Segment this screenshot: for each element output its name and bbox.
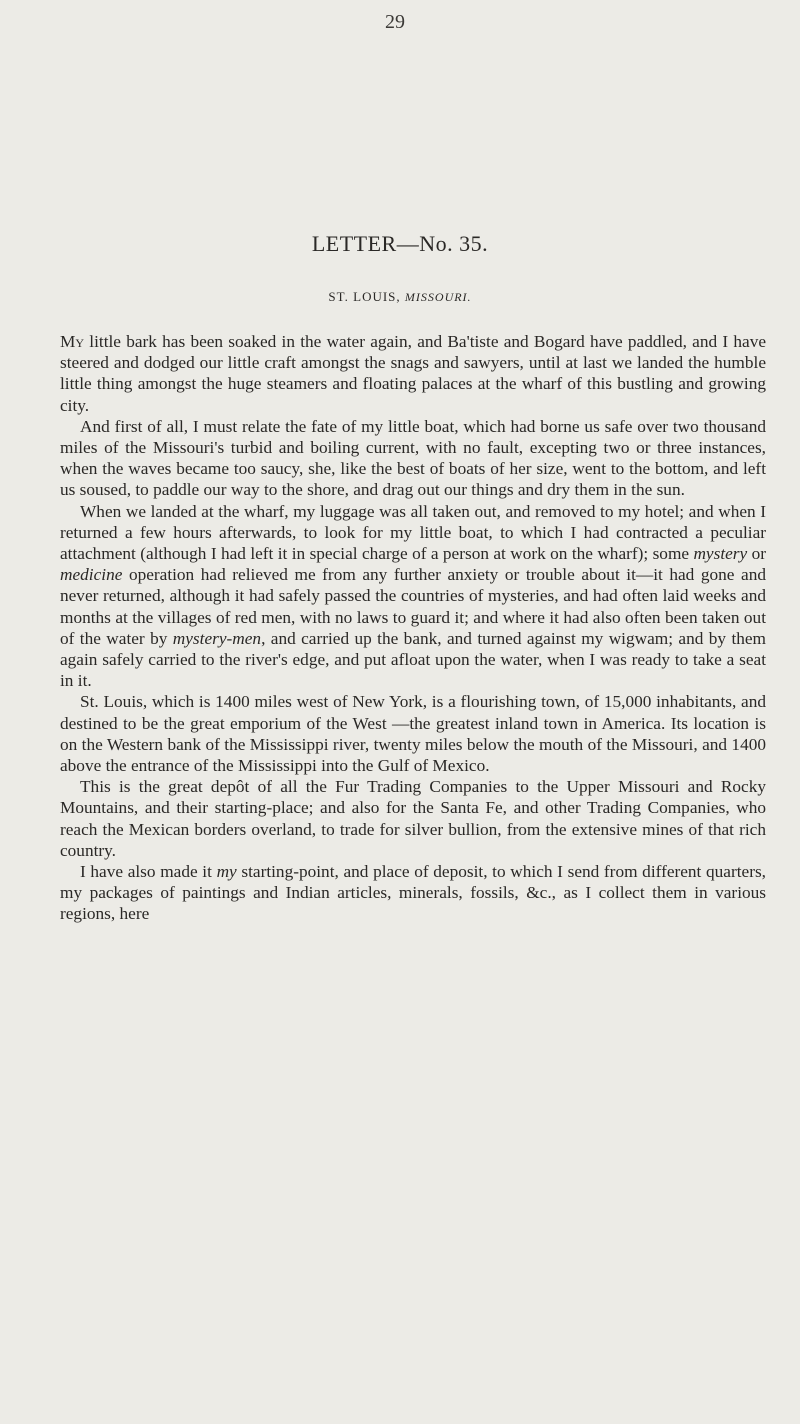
paragraph-3-part: or: [747, 544, 766, 564]
paragraph-3-part: When we landed at the wharf, my luggage was all taken out, and removed to my hotel; and when I returned a few hours afterwards, to look for my little boat, to which I had contracted a peculiar attachment (although I had left it in special charge of a person at work on the wharf); some: [60, 501, 766, 564]
paragraph-3-part: , and carried up the bank, and turned against my wigwam; and by them again safely carried to the river's edge, and put afloat upon the water, when I was ready to take a seat in it.: [60, 628, 766, 691]
paragraph-1-text: little bark has been soaked in the water again, and Ba'tiste and Bogard have paddled, and I have steered and dodged our little craft amongst the snags and sawyers, until at last we landed the humble little thing amongst the huge steamers and floating palaces at the wharf of this bustling and growing city.: [60, 332, 766, 415]
place-state: MISSOURI.: [404, 290, 472, 304]
paragraph-2: And first of all, I must relate the fate of my little boat, which had borne us safe over two thousand miles of the Missouri's turbid and boiling current, with no fault, excepting two or three instances, when the waves became too saucy, she, like the best of boats of her size, went to the bottom, and left us soused, to paddle our way to the shore, and drag out our things and dry them in the sun.: [60, 416, 766, 500]
paragraph-4: St. Louis, which is 1400 miles west of New York, is a flourishing town, of 15,000 inhabitants, and destined to be the great emporium of the West —the greatest inland town in America. Its location is on the Western bank of the Mississippi river, twenty miles below the mouth of the Missouri, and 1400 above the entrance of the Mississippi into the Gulf of Mexico.: [60, 692, 766, 776]
place-city: ST. LOUIS,: [328, 289, 405, 304]
emphasis: mystery-men: [172, 628, 262, 648]
paragraph-3-part: operation had relieved me from any further anxiety or trouble about it—it had gone and never returned, although it had safely passed the countries of mysteries, and had often laid weeks and months at the villages of red men, with no laws to guard it; and where it had also often been taken out of the water by: [60, 565, 766, 648]
emphasis: medicine: [60, 565, 123, 585]
paragraph-1: [60, 331, 766, 416]
letter-place: [0, 289, 800, 305]
paragraph-5: This is the great depôt of all the Fur Trading Companies to the Upper Missouri and Rocky Mountains, and their starting-place; and also for the Santa Fe, and other Trading Companies, who reach the Mexican borders overland, to trade for silver bullion, from the extensive mines of that rich country.: [60, 777, 766, 860]
emphasis: mystery: [693, 544, 748, 564]
emphasis: my: [216, 862, 237, 882]
paragraph-3: [60, 501, 766, 692]
paragraph-6-part: starting-point, and place of deposit, to which I send from different quarters, my packages of paintings and Indian articles, minerals, fossils, &c., as I collect them in various regions, here: [60, 862, 767, 924]
letter-title: LETTER—No. 35.: [311, 231, 489, 256]
letter-body: [60, 331, 766, 925]
page-number: 29: [385, 11, 405, 33]
drop-word: My: [60, 332, 85, 351]
paragraph-6-part: I have also made it: [80, 862, 217, 882]
paragraph-6: [60, 861, 766, 925]
